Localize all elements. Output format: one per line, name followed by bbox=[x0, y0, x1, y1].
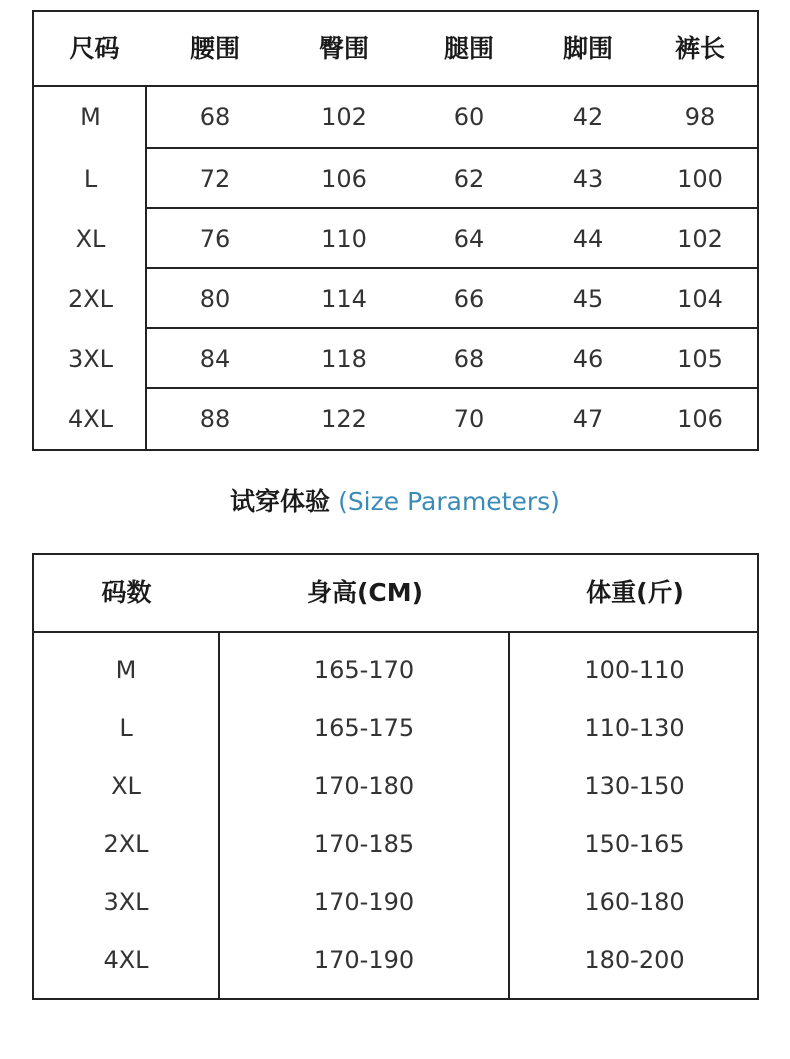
header-thigh: 腿围 bbox=[443, 34, 494, 63]
cell-leg-opening: 45 bbox=[572, 285, 604, 313]
cell-hip: 110 bbox=[321, 225, 367, 253]
cell-weight: 100-110 bbox=[584, 656, 685, 684]
header-weight: 体重(斤) bbox=[586, 578, 684, 607]
table-row bbox=[34, 267, 757, 327]
cell-waist: 88 bbox=[199, 405, 231, 433]
cell-size: XL bbox=[75, 225, 106, 253]
cell-leg-opening: 44 bbox=[572, 225, 604, 253]
cell-leg-opening: 47 bbox=[572, 405, 604, 433]
cell-length: 106 bbox=[677, 405, 723, 433]
cell-height: 170-190 bbox=[313, 888, 415, 916]
cell-size-code: 2XL bbox=[103, 830, 149, 858]
cell-weight: 150-165 bbox=[584, 830, 685, 858]
cell-waist: 84 bbox=[199, 345, 231, 373]
cell-hip: 114 bbox=[321, 285, 367, 313]
table-row bbox=[34, 327, 757, 387]
table-row bbox=[34, 699, 757, 757]
table-row bbox=[34, 931, 757, 989]
cell-leg-opening: 42 bbox=[572, 103, 604, 131]
cell-weight: 160-180 bbox=[584, 888, 685, 916]
cell-size: M bbox=[80, 103, 101, 131]
header-size: 尺码 bbox=[69, 34, 120, 63]
cell-height: 170-180 bbox=[313, 772, 415, 800]
cell-thigh: 60 bbox=[453, 103, 485, 131]
cell-thigh: 62 bbox=[453, 165, 485, 193]
cell-size-code: XL bbox=[111, 772, 141, 800]
cell-waist: 72 bbox=[199, 165, 231, 193]
cell-height: 165-170 bbox=[313, 656, 415, 684]
table-row bbox=[34, 641, 757, 699]
cell-hip: 118 bbox=[321, 345, 367, 373]
table-row bbox=[34, 87, 757, 147]
cell-waist: 68 bbox=[199, 103, 231, 131]
cell-length: 100 bbox=[677, 165, 723, 193]
cell-size: 2XL bbox=[67, 285, 114, 313]
header-waist: 腰围 bbox=[189, 34, 240, 63]
size-chart-header-row bbox=[34, 12, 757, 87]
cell-length: 98 bbox=[684, 103, 716, 131]
table-row bbox=[34, 147, 757, 207]
cell-hip: 122 bbox=[321, 405, 367, 433]
cell-weight: 180-200 bbox=[584, 946, 685, 974]
table-row bbox=[34, 387, 757, 447]
cell-size-code: 3XL bbox=[103, 888, 149, 916]
cell-length: 104 bbox=[677, 285, 723, 313]
cell-thigh: 68 bbox=[453, 345, 485, 373]
caption-subtitle: (Size Parameters) bbox=[338, 487, 560, 516]
header-size-code: 码数 bbox=[101, 578, 152, 607]
cell-height: 170-185 bbox=[313, 830, 415, 858]
cell-thigh: 66 bbox=[453, 285, 485, 313]
cell-size: 4XL bbox=[67, 405, 114, 433]
cell-size-code: 4XL bbox=[103, 946, 149, 974]
cell-length: 105 bbox=[677, 345, 723, 373]
cell-thigh: 64 bbox=[453, 225, 485, 253]
cell-height: 165-175 bbox=[313, 714, 415, 742]
cell-leg-opening: 46 bbox=[572, 345, 604, 373]
cell-size: 3XL bbox=[67, 345, 114, 373]
header-leg-opening: 脚围 bbox=[562, 34, 613, 63]
table-row bbox=[34, 873, 757, 931]
cell-waist: 80 bbox=[199, 285, 231, 313]
table-row bbox=[34, 815, 757, 873]
fit-chart-header-row bbox=[34, 555, 757, 633]
cell-hip: 102 bbox=[321, 103, 367, 131]
caption-title: 试穿体验 bbox=[230, 487, 331, 516]
table-row bbox=[34, 207, 757, 267]
header-height: 身高(CM) bbox=[306, 578, 424, 607]
cell-thigh: 70 bbox=[453, 405, 485, 433]
cell-waist: 76 bbox=[199, 225, 231, 253]
cell-leg-opening: 43 bbox=[572, 165, 604, 193]
cell-size-code: M bbox=[115, 656, 137, 684]
cell-length: 102 bbox=[677, 225, 723, 253]
table-row bbox=[34, 757, 757, 815]
cell-size-code: L bbox=[119, 714, 133, 742]
cell-height: 170-190 bbox=[313, 946, 415, 974]
size-chart-table bbox=[32, 10, 759, 451]
header-hip: 臀围 bbox=[318, 34, 369, 63]
cell-weight: 110-130 bbox=[584, 714, 685, 742]
cell-hip: 106 bbox=[321, 165, 367, 193]
header-length: 裤长 bbox=[674, 34, 725, 63]
cell-size: L bbox=[83, 165, 98, 193]
cell-weight: 130-150 bbox=[584, 772, 685, 800]
section-caption bbox=[0, 480, 790, 524]
fit-chart-table bbox=[32, 553, 759, 1000]
